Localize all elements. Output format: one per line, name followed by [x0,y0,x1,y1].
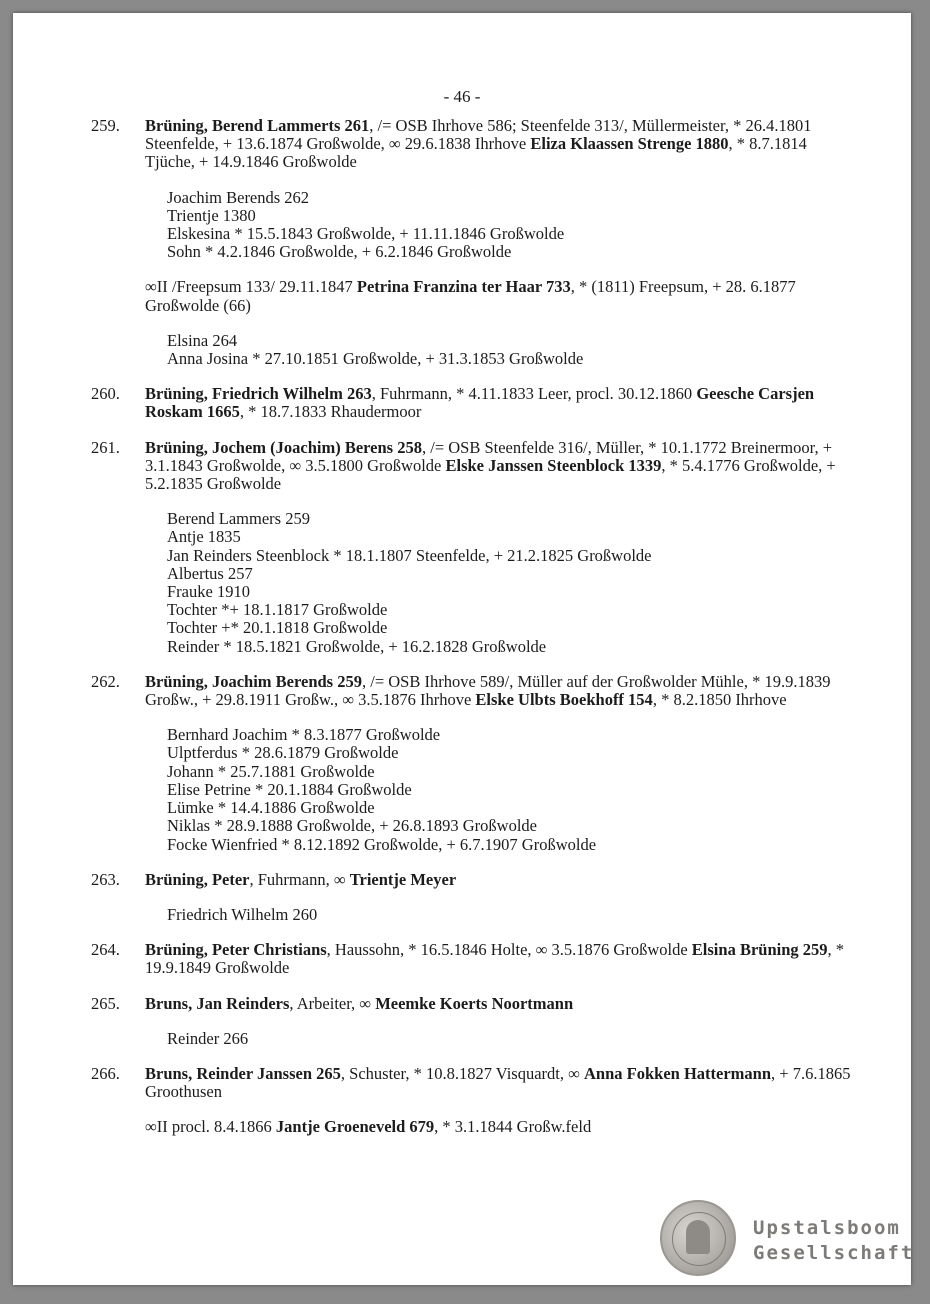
entry-263: 263. Brüning, Peter, Fuhrmann, ∞ Trientje Meyer Friedrich Wilhelm 260 [91,871,851,924]
child: Reinder 266 [167,1028,249,1048]
entry-number: 263. [91,869,120,889]
person-name: Brüning, Peter [145,869,250,889]
entry-266: 266. Bruns, Reinder Janssen 265, Schuster, * 10.8.1827 Visquardt, ∞ Anna Fokken Hattermann, + 7.6.1865 Groothusen ∞II procl. 8.4.1866 Jantje Groeneveld 679, * 3.1.1844 Großw.feld [91,1063,851,1137]
children-list [145,510,851,656]
child: Ulptferdus * 28.6.1879 Großwolde [167,743,399,763]
child: Reinder * 18.5.1821 Großwolde, + 16.2.1828 Großwolde [167,636,547,656]
children-list [145,1030,851,1048]
remarriage: ∞II procl. 8.4.1866 Jantje Groeneveld 679, * 3.1.1844 Großw.feld [145,1117,592,1137]
entry-number: 265. [91,993,120,1013]
child: Albertus 257 [167,563,253,583]
entry-list [91,117,851,1154]
entry-number: 260. [91,384,120,404]
entry-261: 261. Brüning, Jochem (Joachim) Berens 258, /= OSB Steenfelde 316/, Müller, * 10.1.1772 Breinermoor, + 3.1.1843 Großwolde, ∞ 3.5.1800 Großwolde Elske Janssen Steenblock 1339, * 5.4.1776 Großwolde, + 5.2.1835 Großwolde Berend Lammers 259 Antje 1835 Jan Reinders Steenblock * 18.1.1807 Steenfelde, + 21.2.1825 Großwolde Albertus 257 Frauke 1910 Tochter *+ 18.1.1817 Großwolde Tochter +* 20.1.1818 Großwolde Reinder * 18.5.1821 Großwolde, + 16.2.1828 Großwolde [91,439,851,656]
child: Elsina 264 [167,330,238,350]
person-name: Brüning, Jochem (Joachim) Berens 258 [145,437,422,457]
spouse-name: Elsina Brüning 259 [691,940,828,960]
document-page [13,13,915,1285]
person-name: Bruns, Reinder Janssen 265 [145,1063,341,1083]
page-number: - 46 - [443,87,481,106]
child: Focke Wienfried * 8.12.1892 Großwolde, + 6.7.1907 Großwolde [167,834,597,854]
person-name: Brüning, Peter Christians [145,940,327,960]
child: Bernhard Joachim * 8.3.1877 Großwolde [167,725,441,745]
entry-number: 259. [91,116,120,135]
child: Tochter +* 20.1.1818 Großwolde [167,618,388,638]
children-list [145,906,851,924]
spouse-name: Meemke Koerts Noortmann [375,993,574,1013]
entry-259: 259. Brüning, Berend Lammerts 261, /= OSB Ihrhove 586; Steenfelde 313/, Müllermeister, * 26.4.1801 Steenfelde, + 13.6.1874 Großwolde, ∞ 29.6.1838 Ihrhove Eliza Klaassen Strenge 1880, * 8.7.1814 Tjüche, + 14.9.1846 Großwolde Joachim Berends 262 Trientje 1380 Elskesina * 15.5.1843 Großwolde, + 11.11.1846 Großwolde Sohn * 4.2.1846 Großwolde, + 6.2.1846 Großwolde ∞II /Freepsum 133/ 29.11.1847 Petrina Franzina ter Haar 733, * (1811) Freepsum, + 28. 6.1877 Großwolde (66) Elsina 264 Anna Josina * 27.10.1851 Großwolde, + 31.3.1853 Großwolde [91,117,851,368]
seal-logo-icon [660,1200,736,1276]
child: Johann * 25.7.1881 Großwolde [167,761,375,781]
child: Berend Lammers 259 [167,509,310,529]
child: Niklas * 28.9.1888 Großwolde, + 26.8.1893 Großwolde [167,816,537,836]
society-name: Upstalsboom Gesellschaft [753,1217,915,1264]
person-name: Brüning, Berend Lammerts 261 [145,116,370,135]
child: Tochter *+ 18.1.1817 Großwolde [167,600,388,620]
entry-number: 264. [91,940,120,960]
child: Joachim Berends 262 [167,187,310,207]
person-name: Bruns, Jan Reinders [145,993,290,1013]
entry-265: 265. Bruns, Jan Reinders, Arbeiter, ∞ Meemke Koerts Noortmann Reinder 266 [91,995,851,1048]
entry-number: 261. [91,437,120,457]
spouse-name: Eliza Klaassen Strenge 1880 [530,134,729,154]
child: Elskesina * 15.5.1843 Großwolde, + 11.11.1846 Großwolde [167,224,565,244]
spouse-name: Elske Janssen Steenblock 1339 [445,455,662,475]
child: Trientje 1380 [167,205,256,225]
child: Lümke * 14.4.1886 Großwolde [167,798,375,818]
child: Antje 1835 [167,527,241,547]
person-name: Brüning, Friedrich Wilhelm 263 [145,384,372,404]
children-list [145,189,851,262]
children-list [145,726,851,853]
child: Jan Reinders Steenblock * 18.1.1807 Steenfelde, + 21.2.1825 Großwolde [167,545,652,565]
child: Elise Petrine * 20.1.1884 Großwolde [167,779,412,799]
spouse-name: Trientje Meyer [349,869,457,889]
person-name: Brüning, Joachim Berends 259 [145,671,362,691]
entry-260: 260. Brüning, Friedrich Wilhelm 263, Fuhrmann, * 4.11.1833 Leer, procl. 30.12.1860 Geesche Carsjen Roskam 1665, * 18.7.1833 Rhaudermoor [91,384,815,422]
spouse-name: Anna Fokken Hattermann [584,1063,772,1083]
child: Frauke 1910 [167,582,250,602]
child: Sohn * 4.2.1846 Großwolde, + 6.2.1846 Großwolde [167,242,512,262]
remarriage: ∞II /Freepsum 133/ 29.11.1847 Petrina Franzina ter Haar 733, * (1811) Freepsum, + 28. 6.1877 Großwolde (66) [145,277,796,315]
entry-262: 262. Brüning, Joachim Berends 259, /= OSB Ihrhove 589/, Müller auf der Großwolder Mühle, * 19.9.1839 Großw., + 29.8.1911 Großw., ∞ 3.5.1876 Ihrhove Elske Ulbts Boekhoff 154, * 8.2.1850 Ihrhove Bernhard Joachim * 8.3.1877 Großwolde Ulptferdus * 28.6.1879 Großwolde Johann * 25.7.1881 Großwolde Elise Petrine * 20.1.1884 Großwolde Lümke * 14.4.1886 Großwolde Niklas * 28.9.1888 Großwolde, + 26.8.1893 Großwolde Focke Wienfried * 8.12.1892 Großwolde, + 6.7.1907 Großwolde [91,673,851,854]
child: Anna Josina * 27.10.1851 Großwolde, + 31.3.1853 Großwolde [167,349,584,369]
spouse-name: Petrina Franzina ter Haar 733 [356,277,571,297]
spouse-name: Elske Ulbts Boekhoff 154 [475,690,653,710]
entry-264: 264. Brüning, Peter Christians, Haussohn, * 16.5.1846 Holte, ∞ 3.5.1876 Großwolde Elsina Brüning 259, * 19.9.1849 Großwolde [91,940,845,978]
spouse-name: Jantje Groeneveld 679 [275,1117,435,1137]
spouse-name: Geesche Carsjen Roskam 1665 [145,384,815,422]
child: Friedrich Wilhelm 260 [167,904,318,924]
entry-number: 266. [91,1063,120,1083]
children-list [145,332,851,368]
entry-number: 262. [91,671,120,691]
